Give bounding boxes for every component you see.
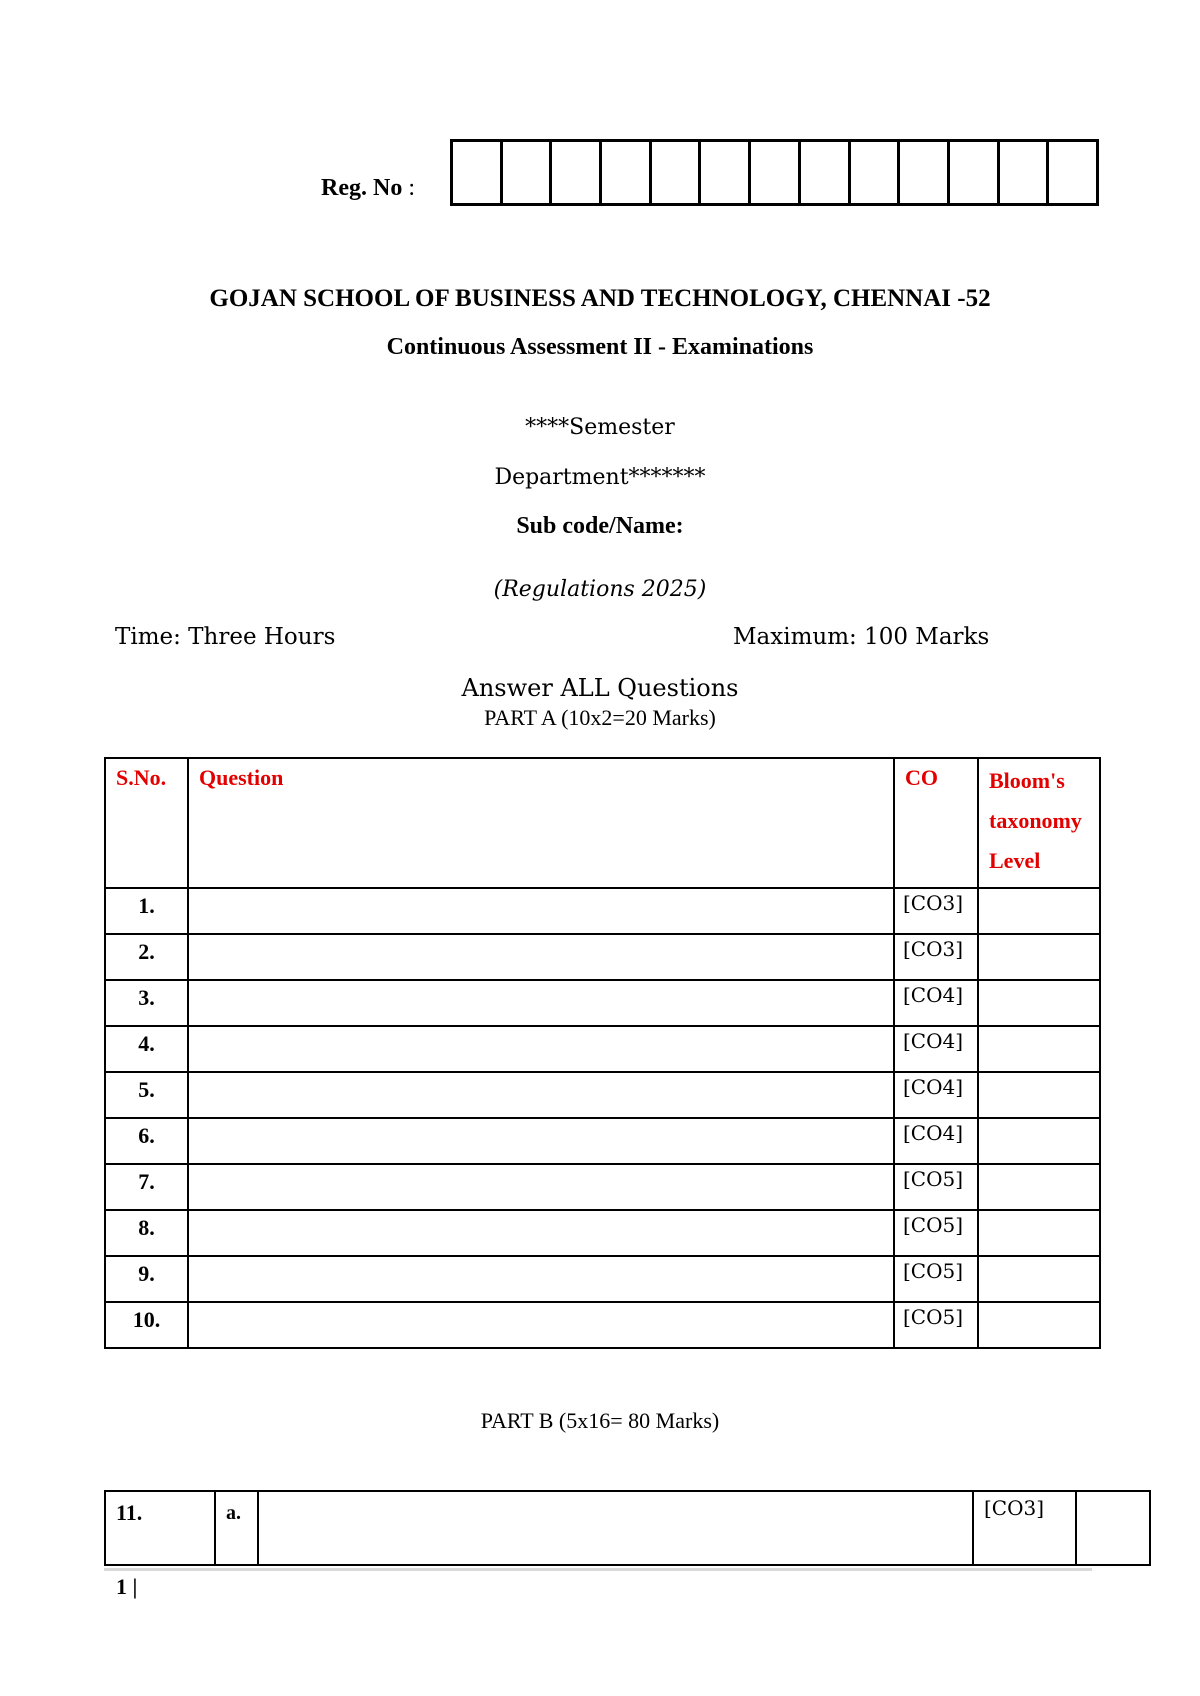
reg-no-boxes[interactable]	[450, 139, 1099, 206]
reg-no-digit-box[interactable]	[950, 142, 1000, 203]
table-row	[105, 980, 1100, 1026]
question-cell[interactable]	[188, 1026, 894, 1072]
table-row	[105, 1256, 1100, 1302]
footer-divider	[104, 1568, 1092, 1571]
question-cell[interactable]	[188, 980, 894, 1026]
table-row	[105, 1302, 1100, 1348]
sno-cell: 7.	[105, 1164, 188, 1210]
sno-cell: 6.	[105, 1118, 188, 1164]
reg-no-digit-box[interactable]	[701, 142, 751, 203]
question-cell[interactable]	[258, 1491, 973, 1565]
part-a-table	[104, 757, 1101, 1349]
reg-no-digit-box[interactable]	[552, 142, 602, 203]
sno-cell: 1.	[105, 888, 188, 934]
question-cell[interactable]	[188, 1164, 894, 1210]
sno-cell: 9.	[105, 1256, 188, 1302]
co-cell: [CO4]	[894, 1118, 978, 1164]
table-row	[105, 1164, 1100, 1210]
question-cell[interactable]	[188, 888, 894, 934]
co-cell: [CO5]	[894, 1210, 978, 1256]
co-cell: [CO5]	[894, 1256, 978, 1302]
reg-no-label: Reg. No :	[321, 175, 415, 201]
table-row	[105, 888, 1100, 934]
table-row	[105, 1026, 1100, 1072]
page-number: 1 |	[116, 1574, 138, 1599]
table-row	[105, 1491, 1150, 1565]
exam-time: Time: Three Hours	[115, 624, 336, 650]
bloom-cell[interactable]	[978, 1256, 1100, 1302]
subject-code-name: Sub code/Name:	[516, 513, 684, 539]
co-cell: [CO4]	[894, 1072, 978, 1118]
bloom-cell[interactable]	[978, 1118, 1100, 1164]
part-a-title: PART A (10x2=20 Marks)	[484, 705, 716, 730]
semester: ****Semester	[525, 415, 675, 440]
maximum-marks: Maximum: 100 Marks	[733, 624, 990, 650]
co-cell: [CO3]	[894, 934, 978, 980]
reg-no-digit-box[interactable]	[851, 142, 901, 203]
reg-no-digit-box[interactable]	[1049, 142, 1096, 203]
reg-no-digit-box[interactable]	[751, 142, 801, 203]
sub-question-cell: a.	[215, 1491, 258, 1565]
bloom-cell[interactable]	[978, 1072, 1100, 1118]
bloom-cell[interactable]	[1076, 1491, 1150, 1565]
sno-cell: 3.	[105, 980, 188, 1026]
table-row	[105, 1118, 1100, 1164]
co-cell: [CO4]	[894, 1026, 978, 1072]
bloom-cell[interactable]	[978, 934, 1100, 980]
question-cell[interactable]	[188, 1118, 894, 1164]
co-header: CO	[894, 758, 978, 888]
co-cell: [CO3]	[894, 888, 978, 934]
reg-no-digit-box[interactable]	[503, 142, 553, 203]
sno-cell: 2.	[105, 934, 188, 980]
part-b-title: PART B (5x16= 80 Marks)	[480, 1408, 720, 1433]
table-row	[105, 1072, 1100, 1118]
exam-title: Continuous Assessment II - Examinations	[386, 334, 814, 360]
question-cell[interactable]	[188, 1302, 894, 1348]
reg-no-digit-box[interactable]	[453, 142, 503, 203]
question-cell[interactable]	[188, 1210, 894, 1256]
co-cell: [CO5]	[894, 1164, 978, 1210]
bloom-level-header: Bloom's taxonomy Level	[978, 758, 1100, 888]
bloom-cell[interactable]	[978, 1164, 1100, 1210]
reg-no-digit-box[interactable]	[652, 142, 702, 203]
question-header: Question	[188, 758, 894, 888]
question-number-cell: 11.	[105, 1491, 215, 1565]
bloom-cell[interactable]	[978, 1210, 1100, 1256]
co-cell: [CO4]	[894, 980, 978, 1026]
sno-cell: 4.	[105, 1026, 188, 1072]
reg-no-digit-box[interactable]	[602, 142, 652, 203]
bloom-cell[interactable]	[978, 1026, 1100, 1072]
table-row	[105, 1210, 1100, 1256]
part-b-table	[104, 1490, 1151, 1566]
question-cell[interactable]	[188, 1256, 894, 1302]
reg-no-digit-box[interactable]	[1000, 142, 1050, 203]
question-cell[interactable]	[188, 934, 894, 980]
table-row	[105, 934, 1100, 980]
department: Department*******	[494, 465, 706, 490]
reg-no-digit-box[interactable]	[900, 142, 950, 203]
table-header-row	[105, 758, 1100, 888]
sno-cell: 5.	[105, 1072, 188, 1118]
instructions: Answer ALL Questions	[461, 674, 739, 702]
co-cell: [CO3]	[973, 1491, 1076, 1565]
institution-name: GOJAN SCHOOL OF BUSINESS AND TECHNOLOGY, CHENNAI -52	[209, 285, 991, 312]
question-cell[interactable]	[188, 1072, 894, 1118]
regulations: (Regulations 2025)	[493, 577, 707, 602]
co-cell: [CO5]	[894, 1302, 978, 1348]
sno-header: S.No.	[105, 758, 188, 888]
bloom-cell[interactable]	[978, 888, 1100, 934]
bloom-cell[interactable]	[978, 980, 1100, 1026]
bloom-cell[interactable]	[978, 1302, 1100, 1348]
reg-no-digit-box[interactable]	[801, 142, 851, 203]
sno-cell: 10.	[105, 1302, 188, 1348]
sno-cell: 8.	[105, 1210, 188, 1256]
